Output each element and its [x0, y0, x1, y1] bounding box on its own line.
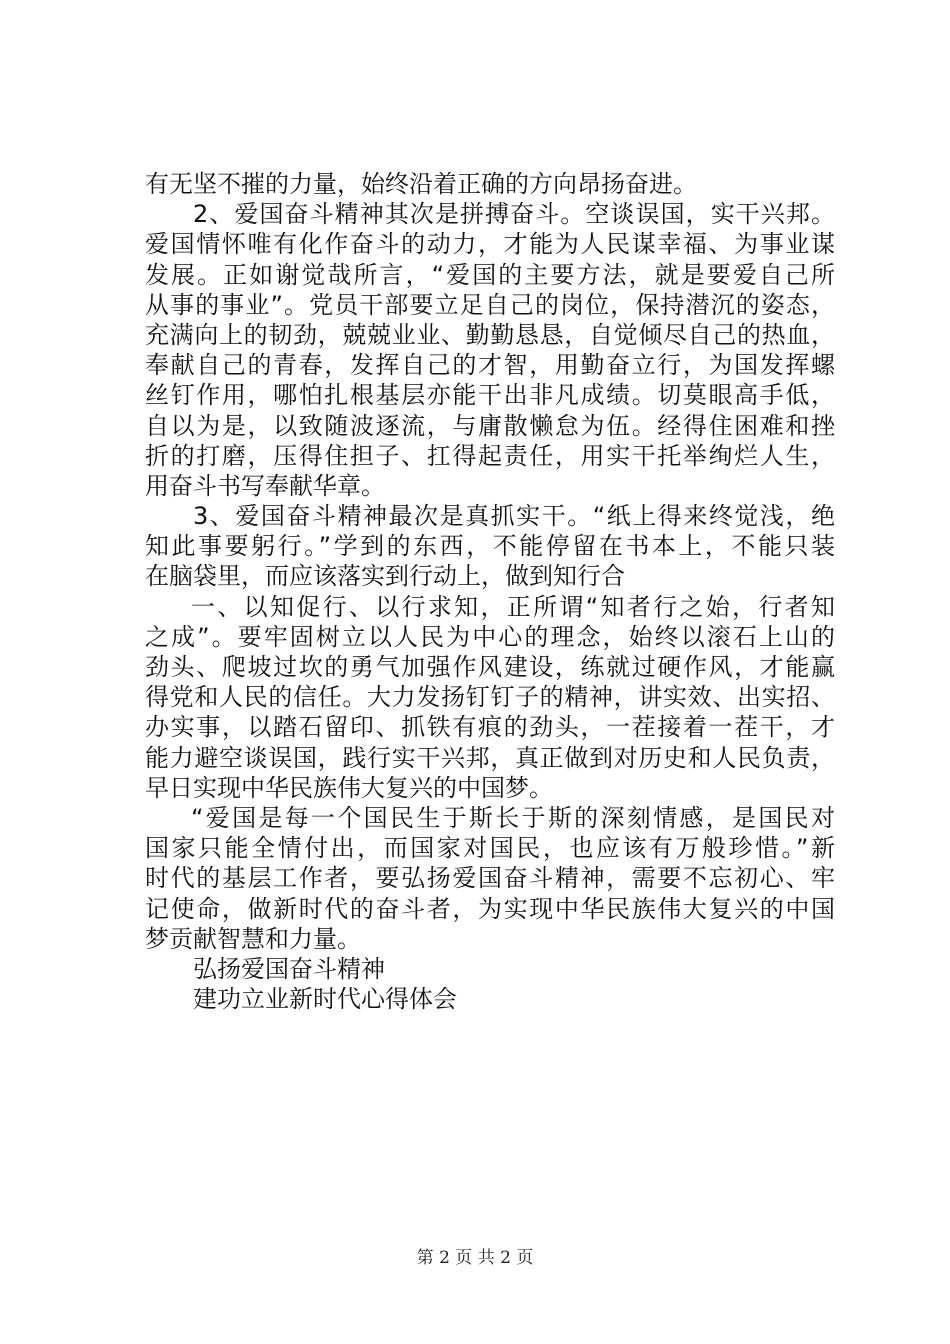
text-line: 2、爱国奋斗精神其次是拼搏奋斗。空谈误国，实干兴邦。: [193, 200, 835, 229]
text-line: 知此事要躬行。”学到的东西，不能停留在书本上，不能只装: [145, 532, 835, 561]
page-footer: 第 2 页 共 2 页: [416, 1248, 534, 1268]
text-line: 办实事，以踏石留印、抓铁有痕的劲头，一茬接着一茬干，才: [145, 713, 835, 742]
text-line: 发展。正如谢觉哉所言，“爱国的主要方法，就是要爱自己所: [145, 260, 835, 289]
text-line: 用奋斗书写奉献华章。: [145, 471, 385, 500]
text-line: 有无坚不摧的力量，始终沿着正确的方向昂扬奋进。: [145, 170, 697, 198]
text-line: 早日实现中华民族伟大复兴的中国梦。: [145, 773, 553, 802]
text-line: 3、爱国奋斗精神最次是真抓实干。“纸上得来终觉浅，绝: [193, 502, 835, 531]
text-line: 劲头、爬坡过坎的勇气加强作风建设，练就过硬作风，才能赢: [145, 653, 835, 681]
text-line: 梦贡献智慧和力量。: [145, 924, 361, 953]
text-line: 国家只能全情付出，而国家对国民，也应该有万般珍惜。”新: [145, 834, 835, 863]
text-line: 丝钉作用，哪怕扎根基层亦能干出非凡成绩。切莫眼高手低，: [145, 381, 835, 410]
closing-title-line: 建功立业新时代心得体会: [193, 985, 457, 1014]
text-line: 得党和人民的信任。大力发扬钉钉子的精神，讲实效、出实招、: [145, 683, 835, 712]
text-line: 奉献自己的青春，发挥自己的才智，用勤奋立行，为国发挥螺: [145, 351, 835, 380]
text-line: 从事的事业”。党员干部要立足自己的岗位，保持潜沉的姿态，: [145, 290, 835, 319]
text-line: 之成”。要牢固树立以人民为中心的理念，始终以滚石上山的: [145, 622, 835, 651]
text-line: 时代的基层工作者，要弘扬爱国奋斗精神，需要不忘初心、牢: [145, 864, 835, 893]
text-line: 能力避空谈误国，践行实干兴邦，真正做到对历史和人民负责，: [145, 743, 835, 772]
text-line: 爱国情怀唯有化作奋斗的动力，才能为人民谋幸福、为事业谋: [145, 230, 835, 259]
text-line: 一、以知促行、以行求知，正所谓“知者行之始，行者知: [191, 592, 835, 621]
closing-title-line: 弘扬爱国奋斗精神: [193, 954, 385, 983]
document-body: [145, 169, 835, 1014]
text-line: “爱国是每一个国民生于斯长于斯的深刻情感，是国民对: [191, 803, 835, 832]
text-line: 折的打磨，压得住担子、扛得起责任，用实干托举绚烂人生，: [145, 441, 835, 470]
text-line: 充满向上的韧劲，兢兢业业、勤勤恳恳，自觉倾尽自己的热血，: [145, 320, 835, 349]
text-line: 记使命，做新时代的奋斗者，为实现中华民族伟大复兴的中国: [145, 894, 835, 923]
text-line: 在脑袋里，而应该落实到行动上，做到知行合: [145, 562, 625, 591]
text-line: 自以为是，以致随波逐流，与庸散懒怠为伍。经得住困难和挫: [145, 411, 835, 440]
